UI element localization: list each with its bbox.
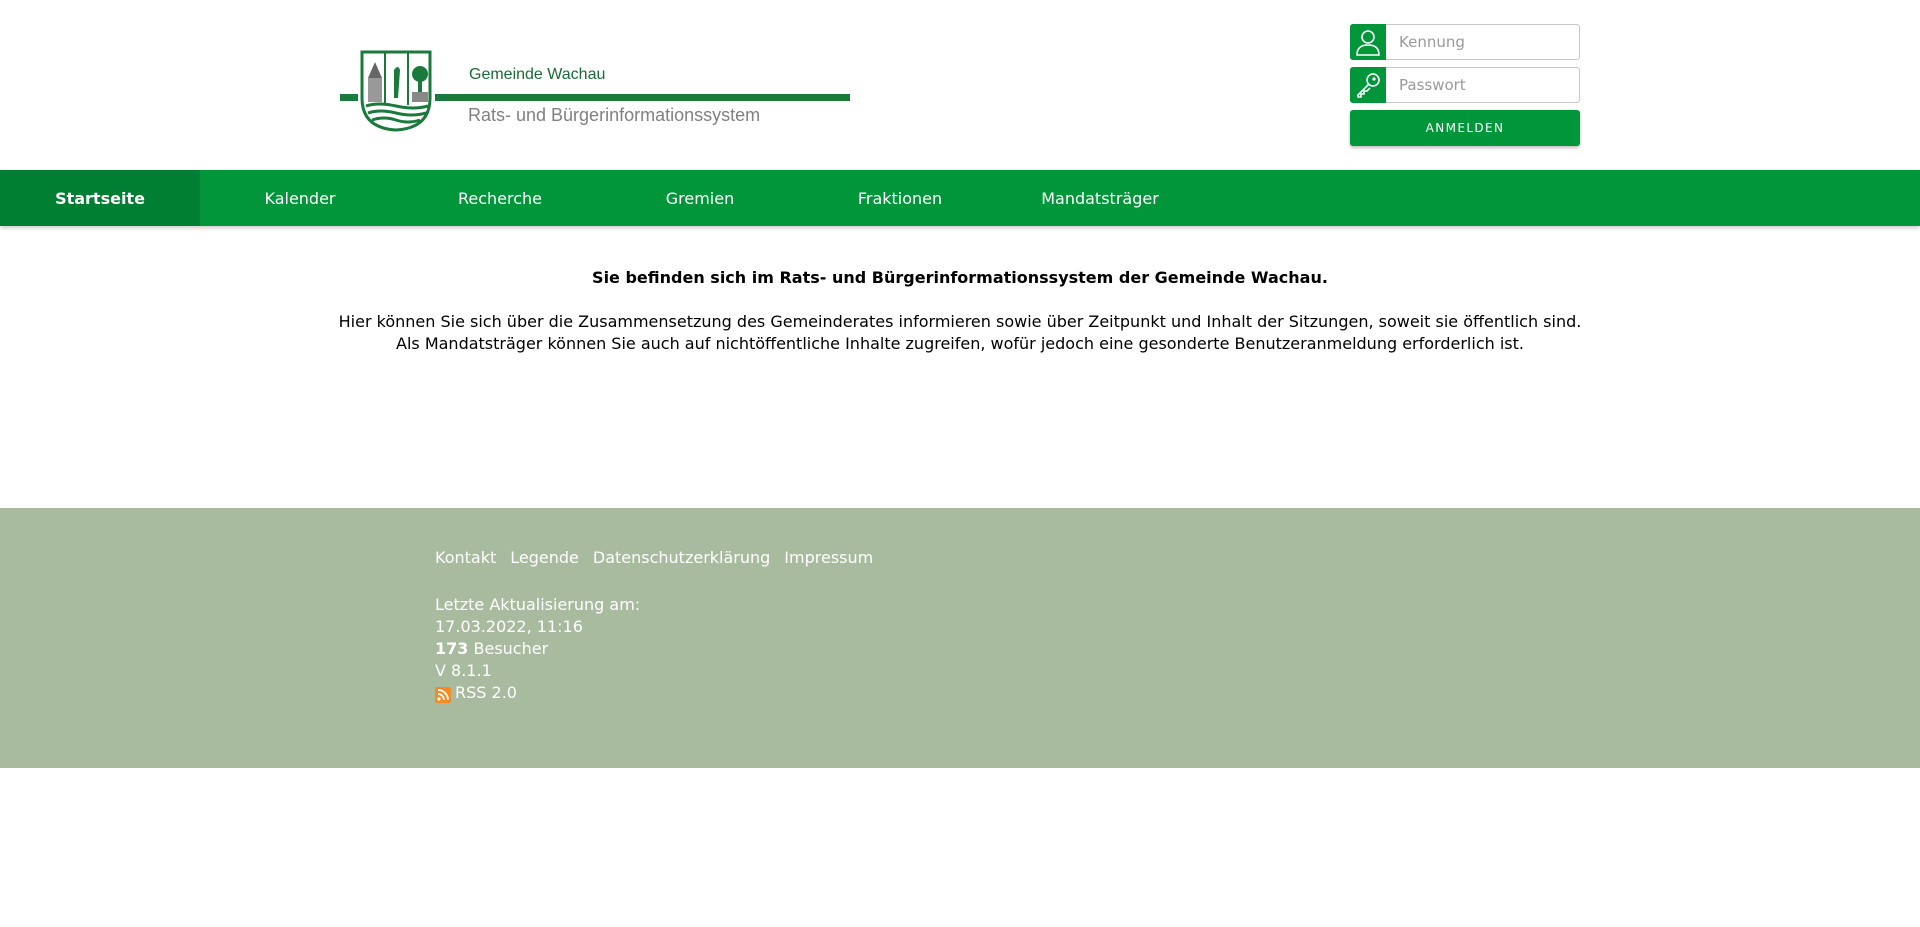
rss-link[interactable] xyxy=(435,682,517,704)
nav-item-startseite[interactable]: Startseite xyxy=(0,170,200,226)
header xyxy=(0,0,1920,170)
main-content xyxy=(0,226,1920,508)
nav-item-gremien[interactable]: Gremien xyxy=(665,188,735,208)
town-name: Gemeinde Wachau xyxy=(469,66,606,83)
visitor-count: 173 xyxy=(435,639,469,658)
password-input[interactable] xyxy=(1387,68,1577,102)
version: V 8.1.1 xyxy=(435,661,492,680)
intro-paragraph-2: Als Mandatsträger können Sie auch auf nichtöffentliche Inhalte zugreifen, wofür jedoch eine gesonderte Benutzeranmeldung erforderlich ist. xyxy=(396,334,1524,353)
update-value: 17.03.2022, 11:16 xyxy=(435,617,583,636)
user-icon xyxy=(1350,24,1386,60)
footer-links xyxy=(435,548,873,567)
main-navigation xyxy=(0,170,1920,226)
login-button[interactable]: ANMELDEN xyxy=(1350,110,1580,146)
update-label: Letzte Aktualisierung am: xyxy=(435,595,641,614)
visitor-counter xyxy=(435,638,640,660)
footer-link-legende[interactable]: Legende xyxy=(510,548,579,567)
logo-bar-left xyxy=(340,94,358,101)
system-name: Rats- und Bürgerinformationssystem xyxy=(468,105,761,125)
nav-item-fraktionen[interactable]: Fraktionen xyxy=(857,188,943,208)
rss-icon xyxy=(435,687,451,703)
nav-item-kalender[interactable]: Kalender xyxy=(264,188,336,208)
coat-of-arms-icon xyxy=(358,50,434,132)
password-row xyxy=(1350,67,1580,103)
footer-link-datenschutz[interactable]: Datenschutzerklärung xyxy=(592,548,771,567)
rss-label: RSS 2.0 xyxy=(455,683,517,702)
nav-item-mandatstraeger[interactable]: Mandatsträger xyxy=(1041,188,1159,208)
footer-info xyxy=(435,594,640,709)
username-input[interactable] xyxy=(1387,25,1577,59)
login-form xyxy=(1350,24,1580,146)
nav-item-recherche[interactable]: Recherche xyxy=(457,188,543,208)
footer-link-kontakt[interactable]: Kontakt xyxy=(435,548,497,567)
logo[interactable] xyxy=(340,50,850,132)
logo-bar-right xyxy=(435,94,850,101)
username-row xyxy=(1350,24,1580,60)
key-icon xyxy=(1350,67,1386,103)
footer xyxy=(0,508,1920,768)
intro-paragraph-1: Hier können Sie sich über die Zusammensetzung des Gemeinderates informieren sowie über Zeitpunkt und Inhalt der Sitzungen, soweit sie öffentlich sind. xyxy=(338,312,1582,331)
footer-link-impressum[interactable]: Impressum xyxy=(784,548,874,567)
visitor-label: Besucher xyxy=(473,639,549,658)
intro-heading: Sie befinden sich im Rats- und Bürgerinformationssystem der Gemeinde Wachau. xyxy=(592,268,1328,287)
